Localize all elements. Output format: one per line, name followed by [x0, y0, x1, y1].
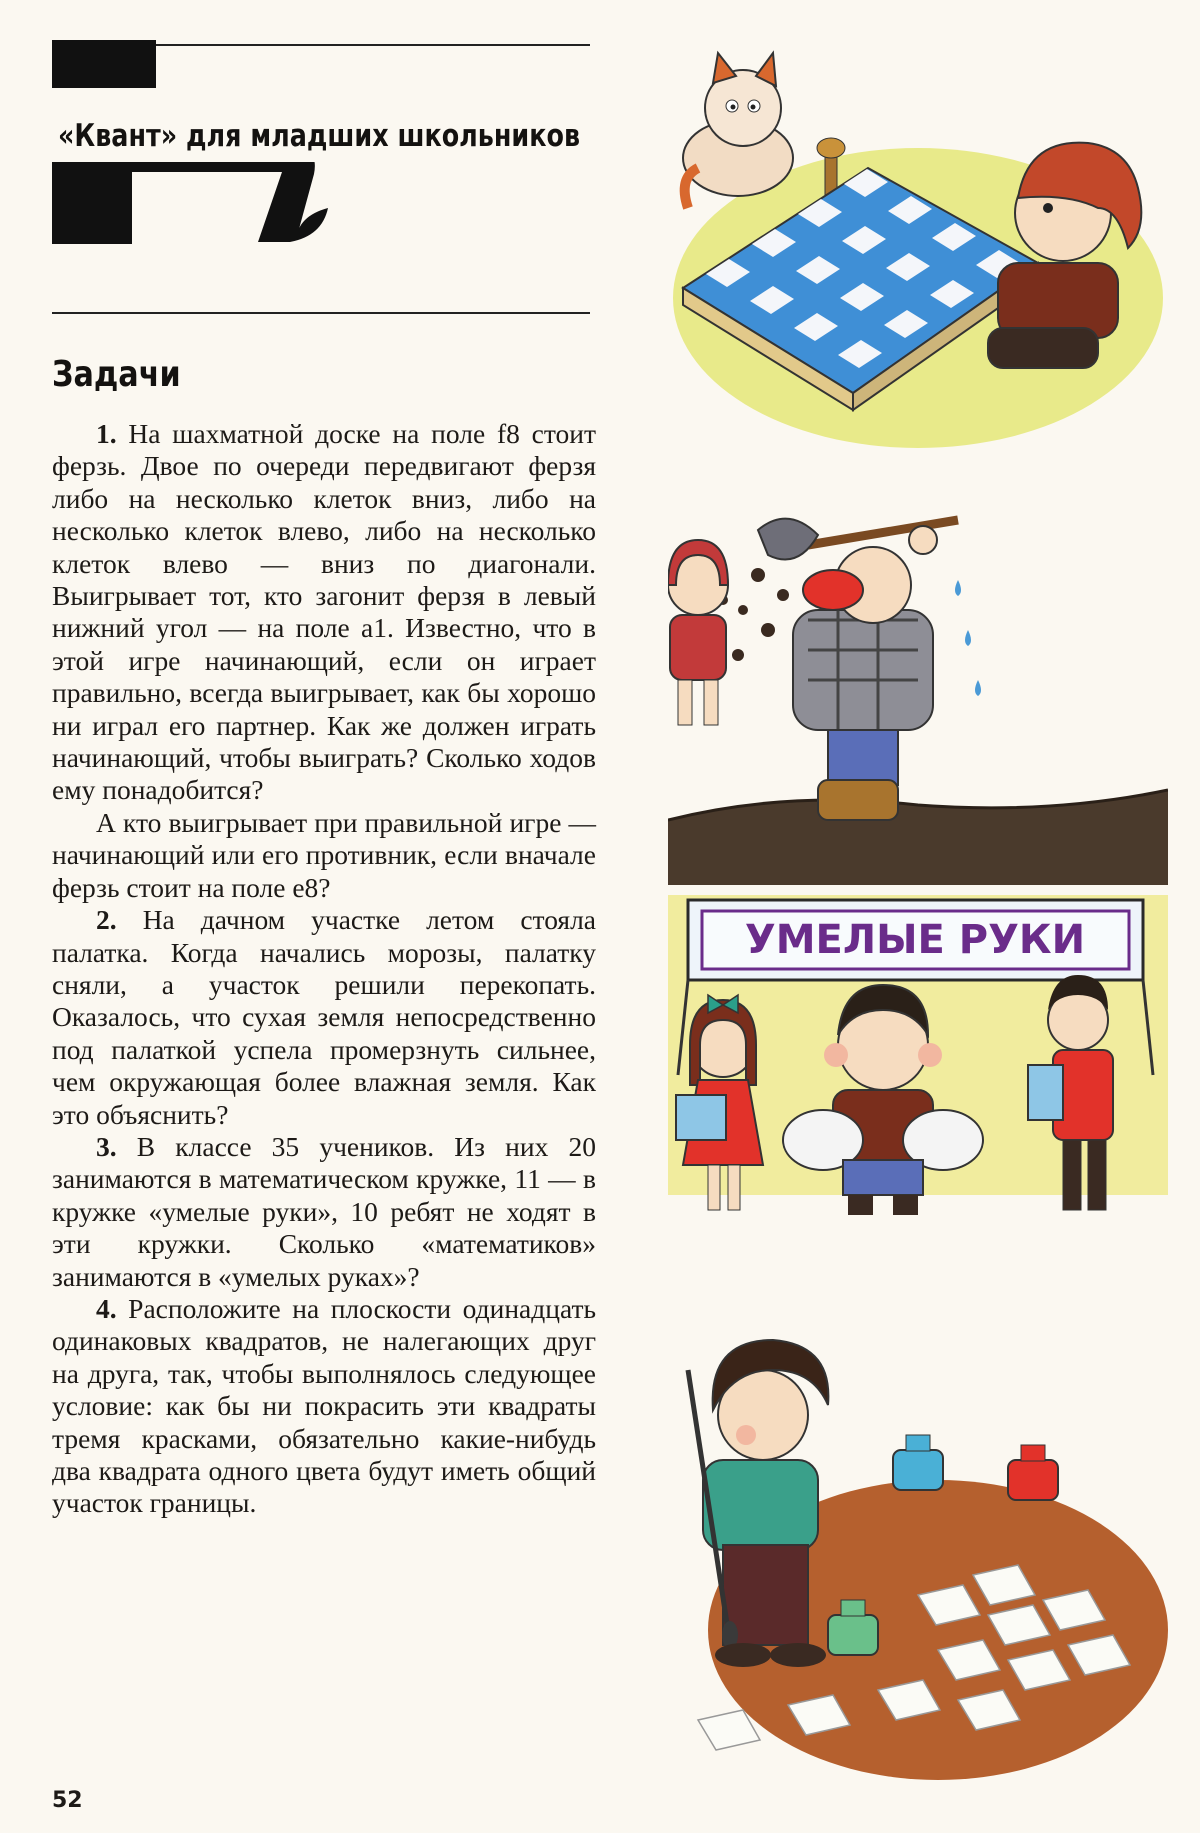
problem-2 — [52, 904, 596, 1131]
problem-text: В классе 35 учеников. Из них 20 занимаются в математическом кружке, 11 — в кружке «умелые руки», 10 ребят не ходят в эти кружки. Сколько «математиков» занимаются в «умелых руках»? — [52, 1130, 596, 1292]
problem-number: 4. — [96, 1292, 117, 1324]
club-illustration — [668, 895, 1168, 1285]
sweat-drops — [955, 580, 981, 696]
digging-illustration — [668, 490, 1168, 885]
header-bottom-rule — [52, 312, 590, 314]
problem-text: На дачном участке летом стояла палатка. Когда начались морозы, палатку сняли, а участок решили перекопать. Оказалось, что сухая земля непосредственно под палаткой успела промерзнуть сильнее, чем окружающая более влажная земля. Как это объяснить? — [52, 904, 597, 1130]
problem-3 — [52, 1131, 596, 1293]
rubric-title: «Квант» для младших школьников — [58, 118, 581, 154]
chess-illustration — [668, 48, 1168, 458]
problem-text: На шахматной доске на поле f8 стоит ферзь. Двое по очереди передвигают ферзя либо на несколько клеток вниз, либо на несколько клеток влево, либо на несколько клеток влево — вниз по диагонали. Выигрывает тот, кто загонит ферзя в левый нижний угол — на поле a1. Известно, что в этой игре начинающий, если он играет правильно, всегда выигрывает, как бы хорошо ни играл его партнер. Как же должен играть начинающий, чтобы выиграть? Сколько ходов ему понадобится? — [52, 418, 596, 806]
problem-number: 3. — [96, 1130, 117, 1162]
problem-text: Расположите на плоскости одинадцать одинаковых квадратов, не налегающих друг на друга, так, чтобы выполнялось следующее условие: как бы ни покрасить эти квадраты тремя красками, обязательно какие-нибудь два квадрата одного цвета будут иметь общий участок границы. — [52, 1292, 597, 1519]
squares-illustration — [668, 1330, 1168, 1790]
man-figure — [793, 526, 937, 820]
section-title: Задачи — [52, 354, 181, 395]
problem-1 — [52, 418, 596, 807]
problems-text — [52, 418, 596, 1520]
page-number: 52 — [52, 1788, 83, 1813]
problem-number: 1. — [96, 418, 117, 449]
cat-figure — [683, 53, 793, 208]
problem-text: А кто выигрывает при правильной игре — начинающий или его противник, если вначале ферзь стоит на поле e8? — [52, 806, 596, 903]
girl-figure — [668, 540, 728, 725]
kvant-logo — [52, 40, 362, 290]
banner-text: УМЕЛЫЕ РУКИ — [744, 917, 1086, 963]
problem-1-continuation — [52, 807, 596, 904]
problem-4 — [52, 1293, 596, 1520]
problem-number: 2. — [96, 904, 117, 936]
